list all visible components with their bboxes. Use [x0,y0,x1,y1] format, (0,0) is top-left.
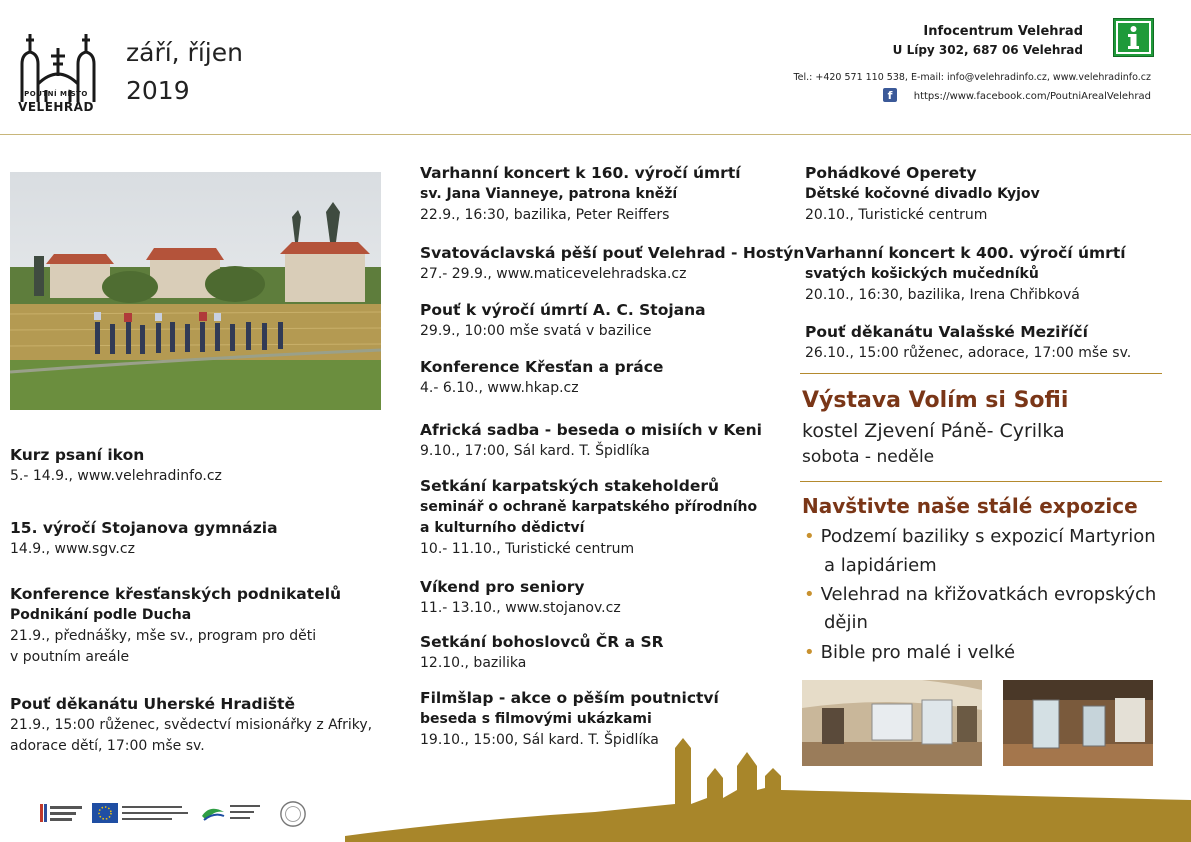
facebook-icon[interactable]: f [883,88,897,102]
header-months: září, říjen [126,38,243,67]
event-organ-concert-160 [420,163,741,226]
event-details: 14.9., www.sgv.cz [10,541,135,557]
header-year: 2019 [126,76,190,105]
velehrad-skyline [345,708,1191,842]
event-seniors-weekend [420,577,621,619]
event-details: 20.10., Turistické centrum [805,207,988,223]
event-details: 4.- 6.10., www.hkap.cz [420,380,579,396]
eu-programme-logo [40,802,84,824]
event-details: 27.- 29.9., www.maticevelehradska.cz [420,266,687,282]
bullet-icon: • [804,526,815,547]
logo-caption-top: POUTNÍ MÍSTO [24,90,88,98]
event-pilgrimage-valasske-mezirici [805,322,1131,364]
event-title: Setkání karpatských stakeholderů [420,477,720,495]
event-subtitle: seminář o ochraně karpatského přírodního [420,499,758,515]
event-pilgrimage-uherske-hradiste [10,694,372,757]
seal-logo [278,800,308,828]
infocenter-address: U Lípy 302, 687 06 Velehrad [892,43,1083,57]
event-title: Filmšlap - akce o pěším poutnictví [420,689,719,707]
exhibition-place: kostel Zjevení Páně- Cyrilka [802,420,1065,442]
event-title: Víkend pro seniory [420,578,585,596]
event-stojan-pilgrimage [420,300,706,342]
event-subtitle: a kulturního dědictví [420,520,585,536]
event-title: Africká sadba - beseda o misiích v Keni [420,421,762,439]
infocenter-contact[interactable]: Tel.: +420 571 110 538, E-mail: info@velehradinfo.cz, www.velehradinfo.cz [793,72,1151,83]
eu-fund-logo [92,802,190,824]
event-title: Varhanní koncert k 160. výročí úmrtí [420,164,741,182]
event-title: Konference Křesťan a práce [420,358,664,376]
event-subtitle: sv. Jana Vianneye, patrona kněží [420,186,678,202]
event-title: Pohádkové Operety [805,164,977,182]
event-details: adorace dětí, 17:00 mše sv. [10,738,205,754]
event-details: 11.- 13.10., www.stojanov.cz [420,600,621,616]
exhibition-days: sobota - neděle [802,447,935,467]
exposition-item [804,580,1156,610]
logo-caption-bottom: VELEHRAD [18,100,94,114]
info-icon [1113,18,1154,57]
expositions-title: Navštivte naše stálé expozice [802,494,1138,518]
event-gymnasium-anniversary [10,518,278,560]
event-title: Varhanní koncert k 400. výročí úmrtí [805,244,1126,262]
infocenter-name: Infocentrum Velehrad [923,24,1083,39]
exposition-item [804,638,1015,668]
bullet-icon: • [804,642,815,663]
event-details: 10.- 11.10., Turistické centrum [420,541,635,557]
exposition-label: Velehrad na křižovatkách evropských [820,584,1157,605]
event-subtitle: Podnikání podle Ducha [10,607,192,623]
event-details: 12.10., bazilika [420,655,527,671]
bullet-icon: • [804,584,815,605]
pilgrims-photo [10,172,381,410]
event-title: Svatováclavská pěší pouť Velehrad - Hostýn [420,244,805,262]
event-entrepreneurs-conference [10,584,341,668]
event-title: Konference křesťanských podnikatelů [10,585,342,603]
event-details: 26.10., 15:00 růženec, adorace, 17:00 mše sv. [805,345,1132,361]
exposition-label-cont: dějin [824,612,868,633]
event-title: Pouť děkanátu Valašské Meziříčí [805,323,1088,341]
event-details: 21.9., přednášky, mše sv., program pro děti [10,628,317,644]
event-carpathian-stakeholders [420,476,757,560]
header-divider [0,134,1191,135]
ministry-logo [200,802,264,824]
event-subtitle: svatých košických mučedníků [805,266,1039,282]
event-african-mission-talk [420,420,762,462]
event-christian-work-conference [420,357,663,399]
event-details: 20.10., 16:30, bazilika, Irena Chřibková [805,287,1080,303]
event-details: 9.10., 17:00, Sál kard. T. Špidlíka [420,443,650,459]
event-details: v poutním areále [10,649,130,665]
exposition-label: Bible pro malé i velké [820,642,1016,663]
event-seminarians-meeting [420,632,664,674]
event-subtitle: Dětské kočovné divadlo Kyjov [805,186,1040,202]
event-title: Kurz psaní ikon [10,446,145,464]
exposition-item [804,522,1156,552]
section-divider [800,481,1162,482]
event-details: 21.9., 15:00 růženec, svědectví misionářky z Afriky, [10,717,373,733]
exposition-label: Podzemí baziliky s expozicí Martyrion [820,526,1156,547]
event-icon-writing-course [10,445,222,487]
event-wenceslas-pilgrimage [420,243,804,285]
event-fairytale-operettas [805,163,1040,226]
event-title: Pouť k výročí úmrtí A. C. Stojana [420,301,706,319]
event-subtitle: beseda s filmovými ukázkami [420,711,652,727]
event-organ-concert-400 [805,243,1126,306]
event-details: 19.10., 15:00, Sál kard. T. Špidlíka [420,732,659,748]
facebook-link[interactable]: https://www.facebook.com/PoutniArealVelehrad [913,91,1151,102]
event-title: 15. výročí Stojanova gymnázia [10,519,278,537]
event-title: Pouť děkanátu Uherské Hradiště [10,695,295,713]
event-details: 22.9., 16:30, bazilika, Peter Reiffers [420,207,670,223]
exposition-label-cont: a lapidáriem [824,555,937,576]
exhibition-title: Výstava Volím si Sofii [802,388,1069,413]
section-divider [800,373,1162,374]
event-details: 29.9., 10:00 mše svatá v bazilice [420,323,652,339]
event-details: 5.- 14.9., www.velehradinfo.cz [10,468,222,484]
event-title: Setkání bohoslovců ČR a SR [420,633,664,651]
